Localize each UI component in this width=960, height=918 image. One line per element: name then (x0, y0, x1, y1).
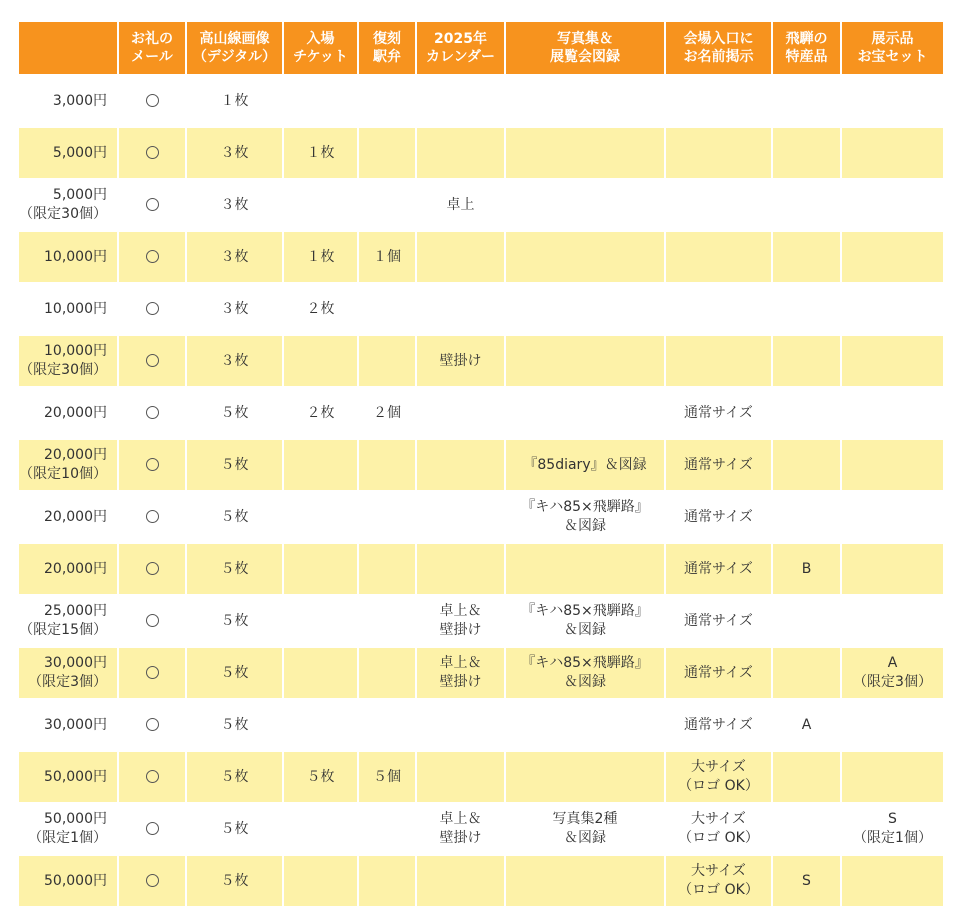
cell-specialty (773, 492, 840, 542)
cell-text: 通常サイズ (684, 508, 753, 525)
circle-mark-icon (146, 822, 159, 835)
header-photobook: 写真集＆ 展覧会図録 (506, 22, 664, 74)
cell-specialty (773, 804, 840, 854)
table-row (19, 648, 943, 698)
cell-text: 20,000円 (44, 560, 107, 577)
cell-text: 『キハ85×飛騨路』 ＆図録 (521, 499, 649, 534)
cell-photobook (506, 752, 664, 802)
cell-thanks-mail (119, 804, 185, 854)
cell-text: ３枚 (220, 196, 249, 213)
cell-specialty (773, 700, 840, 750)
cell-text: 20,000円 (44, 508, 107, 525)
cell-text: ５枚 (220, 716, 249, 733)
cell-specialty (773, 128, 840, 178)
cell-takayama-image (187, 128, 282, 178)
cell-name-display (666, 544, 771, 594)
cell-thanks-mail (119, 440, 185, 490)
header-treasure-set: 展示品 お宝セット (842, 22, 943, 74)
cell-text: 『キハ85×飛騨路』 ＆図録 (521, 655, 649, 690)
cell-specialty (773, 336, 840, 386)
cell-photobook (506, 232, 664, 282)
cell-text: 10,000円 (44, 248, 107, 265)
cell-specialty (773, 856, 840, 906)
cell-thanks-mail (119, 596, 185, 646)
cell-takayama-image (187, 336, 282, 386)
cell-treasure-set (842, 804, 943, 854)
reward-table-body (19, 76, 943, 906)
cell-text: 通常サイズ (684, 664, 753, 681)
cell-text: 『85diary』＆図録 (523, 456, 647, 473)
cell-name-display (666, 856, 771, 906)
cell-text: 5,000円 （限定30個） (19, 187, 107, 222)
cell-text: ２枚 (306, 300, 335, 317)
table-row (19, 596, 943, 646)
circle-mark-icon (146, 510, 159, 523)
table-row (19, 336, 943, 386)
circle-mark-icon (146, 614, 159, 627)
cell-price (19, 648, 117, 698)
cell-bento (359, 752, 415, 802)
cell-thanks-mail (119, 336, 185, 386)
cell-ticket (284, 284, 357, 334)
circle-mark-icon (146, 94, 159, 107)
cell-text: 卓上 (446, 196, 475, 213)
cell-text: １個 (373, 248, 401, 265)
cell-calendar (417, 856, 504, 906)
cell-text: 3,000円 (52, 92, 107, 109)
cell-treasure-set (842, 596, 943, 646)
cell-treasure-set (842, 752, 943, 802)
cell-text: ５枚 (220, 508, 249, 525)
cell-photobook (506, 544, 664, 594)
cell-ticket (284, 492, 357, 542)
cell-treasure-set (842, 700, 943, 750)
cell-calendar (417, 492, 504, 542)
cell-calendar (417, 752, 504, 802)
cell-ticket (284, 856, 357, 906)
cell-thanks-mail (119, 128, 185, 178)
table-row (19, 76, 943, 126)
cell-text: ５枚 (220, 612, 249, 629)
circle-mark-icon (146, 718, 159, 731)
cell-text: A （限定3個） (853, 655, 932, 690)
cell-specialty (773, 752, 840, 802)
cell-treasure-set (842, 492, 943, 542)
cell-text: 30,000円 （限定3個） (28, 655, 107, 690)
cell-bento (359, 180, 415, 230)
cell-text: 『キハ85×飛騨路』 ＆図録 (521, 603, 649, 638)
cell-takayama-image (187, 76, 282, 126)
cell-text: 通常サイズ (684, 716, 753, 733)
header-calendar: 2025年 カレンダー (417, 22, 504, 74)
table-row (19, 284, 943, 334)
circle-mark-icon (146, 250, 159, 263)
table-row (19, 128, 943, 178)
cell-text: 30,000円 (44, 716, 107, 733)
table-row (19, 544, 943, 594)
table-row (19, 180, 943, 230)
cell-calendar (417, 544, 504, 594)
circle-mark-icon (146, 146, 159, 159)
cell-price (19, 596, 117, 646)
cell-ticket (284, 128, 357, 178)
cell-text: 通常サイズ (684, 612, 753, 629)
cell-text: 壁掛け (439, 352, 482, 369)
cell-price (19, 440, 117, 490)
cell-photobook (506, 128, 664, 178)
cell-treasure-set (842, 336, 943, 386)
cell-text: B (801, 560, 812, 577)
table-row (19, 492, 943, 542)
cell-treasure-set (842, 440, 943, 490)
cell-takayama-image (187, 700, 282, 750)
cell-treasure-set (842, 128, 943, 178)
cell-text: ５枚 (220, 456, 249, 473)
cell-text: S （限定1個） (853, 811, 932, 846)
cell-price (19, 544, 117, 594)
table-row (19, 752, 943, 802)
cell-price (19, 284, 117, 334)
cell-thanks-mail (119, 752, 185, 802)
cell-takayama-image (187, 856, 282, 906)
cell-bento (359, 596, 415, 646)
cell-treasure-set (842, 388, 943, 438)
cell-text: 大サイズ （ロゴ OK） (678, 759, 759, 794)
cell-bento (359, 856, 415, 906)
cell-calendar (417, 388, 504, 438)
cell-text: 20,000円 （限定10個） (19, 447, 107, 482)
cell-ticket (284, 804, 357, 854)
cell-calendar (417, 804, 504, 854)
cell-treasure-set (842, 544, 943, 594)
cell-text: １枚 (220, 92, 249, 109)
cell-bento (359, 232, 415, 282)
cell-name-display (666, 440, 771, 490)
cell-treasure-set (842, 232, 943, 282)
cell-calendar (417, 648, 504, 698)
cell-thanks-mail (119, 284, 185, 334)
cell-thanks-mail (119, 492, 185, 542)
cell-price (19, 232, 117, 282)
table-row (19, 700, 943, 750)
cell-treasure-set (842, 284, 943, 334)
cell-bento (359, 284, 415, 334)
cell-price (19, 492, 117, 542)
cell-name-display (666, 804, 771, 854)
cell-text: 大サイズ （ロゴ OK） (678, 811, 759, 846)
circle-mark-icon (146, 562, 159, 575)
cell-specialty (773, 388, 840, 438)
cell-bento (359, 440, 415, 490)
cell-specialty (773, 284, 840, 334)
cell-bento (359, 128, 415, 178)
table-row (19, 232, 943, 282)
header-takayama-image: 高山線画像 （デジタル） (187, 22, 282, 74)
cell-price (19, 336, 117, 386)
cell-photobook (506, 804, 664, 854)
cell-specialty (773, 76, 840, 126)
cell-name-display (666, 388, 771, 438)
cell-photobook (506, 492, 664, 542)
cell-text: 25,000円 （限定15個） (19, 603, 107, 638)
cell-text: 大サイズ （ロゴ OK） (678, 863, 759, 898)
cell-bento (359, 700, 415, 750)
cell-calendar (417, 336, 504, 386)
cell-text: ２個 (373, 404, 401, 421)
cell-text: 50,000円 (44, 768, 107, 785)
cell-bento (359, 544, 415, 594)
cell-text: 10,000円 (44, 300, 107, 317)
cell-name-display (666, 76, 771, 126)
cell-text: ５枚 (220, 404, 249, 421)
cell-ticket (284, 336, 357, 386)
cell-treasure-set (842, 648, 943, 698)
circle-mark-icon (146, 354, 159, 367)
cell-text: ５個 (373, 768, 401, 785)
cell-takayama-image (187, 180, 282, 230)
reward-table (17, 20, 945, 908)
cell-price (19, 180, 117, 230)
header-specialty: 飛騨の 特産品 (773, 22, 840, 74)
cell-price (19, 700, 117, 750)
table-row (19, 856, 943, 906)
cell-ticket (284, 596, 357, 646)
cell-bento (359, 388, 415, 438)
cell-price (19, 76, 117, 126)
cell-calendar (417, 284, 504, 334)
cell-specialty (773, 180, 840, 230)
cell-ticket (284, 232, 357, 282)
cell-text: ３枚 (220, 300, 249, 317)
cell-thanks-mail (119, 544, 185, 594)
cell-name-display (666, 284, 771, 334)
cell-photobook (506, 180, 664, 230)
circle-mark-icon (146, 874, 159, 887)
cell-calendar (417, 440, 504, 490)
circle-mark-icon (146, 406, 159, 419)
cell-photobook (506, 440, 664, 490)
cell-takayama-image (187, 232, 282, 282)
cell-takayama-image (187, 596, 282, 646)
cell-text: S (802, 872, 811, 889)
header-row (19, 22, 943, 74)
cell-photobook (506, 388, 664, 438)
cell-name-display (666, 752, 771, 802)
cell-photobook (506, 596, 664, 646)
cell-thanks-mail (119, 232, 185, 282)
cell-ticket (284, 752, 357, 802)
cell-price (19, 388, 117, 438)
cell-price (19, 804, 117, 854)
header-price (19, 22, 117, 74)
cell-takayama-image (187, 648, 282, 698)
cell-price (19, 856, 117, 906)
cell-specialty (773, 648, 840, 698)
cell-photobook (506, 284, 664, 334)
cell-calendar (417, 76, 504, 126)
cell-text: ３枚 (220, 352, 249, 369)
cell-text: ３枚 (220, 144, 249, 161)
cell-text: ５枚 (220, 664, 249, 681)
cell-photobook (506, 856, 664, 906)
cell-text: 通常サイズ (684, 404, 753, 421)
cell-ticket (284, 76, 357, 126)
cell-specialty (773, 544, 840, 594)
cell-name-display (666, 180, 771, 230)
cell-text: 卓上＆ 壁掛け (439, 811, 482, 846)
cell-text: ５枚 (220, 820, 249, 837)
cell-specialty (773, 596, 840, 646)
cell-specialty (773, 232, 840, 282)
cell-thanks-mail (119, 388, 185, 438)
cell-text: １枚 (306, 248, 335, 265)
cell-text: ２枚 (306, 404, 335, 421)
cell-text: 50,000円 (44, 872, 107, 889)
cell-takayama-image (187, 388, 282, 438)
cell-ticket (284, 388, 357, 438)
cell-ticket (284, 544, 357, 594)
cell-name-display (666, 700, 771, 750)
cell-name-display (666, 128, 771, 178)
cell-price (19, 128, 117, 178)
cell-text: 50,000円 （限定1個） (28, 811, 107, 846)
cell-bento (359, 336, 415, 386)
cell-photobook (506, 76, 664, 126)
table-row (19, 440, 943, 490)
cell-thanks-mail (119, 648, 185, 698)
cell-calendar (417, 180, 504, 230)
cell-thanks-mail (119, 180, 185, 230)
cell-text: 通常サイズ (684, 456, 753, 473)
cell-name-display (666, 596, 771, 646)
cell-calendar (417, 232, 504, 282)
header-thanks-mail: お礼の メール (119, 22, 185, 74)
cell-text: ５枚 (220, 560, 249, 577)
header-ticket: 入場 チケット (284, 22, 357, 74)
cell-photobook (506, 648, 664, 698)
table-row (19, 804, 943, 854)
cell-takayama-image (187, 440, 282, 490)
cell-bento (359, 76, 415, 126)
cell-text: 通常サイズ (684, 560, 753, 577)
cell-price (19, 752, 117, 802)
cell-name-display (666, 492, 771, 542)
cell-text: A (801, 716, 812, 733)
cell-bento (359, 648, 415, 698)
cell-text: 20,000円 (44, 404, 107, 421)
cell-name-display (666, 336, 771, 386)
cell-name-display (666, 232, 771, 282)
cell-text: ５枚 (220, 768, 249, 785)
cell-bento (359, 492, 415, 542)
cell-photobook (506, 336, 664, 386)
cell-name-display (666, 648, 771, 698)
cell-text: ５枚 (306, 768, 335, 785)
cell-ticket (284, 700, 357, 750)
cell-photobook (506, 700, 664, 750)
circle-mark-icon (146, 458, 159, 471)
cell-calendar (417, 596, 504, 646)
cell-takayama-image (187, 544, 282, 594)
cell-takayama-image (187, 492, 282, 542)
circle-mark-icon (146, 666, 159, 679)
cell-takayama-image (187, 284, 282, 334)
cell-specialty (773, 440, 840, 490)
cell-calendar (417, 700, 504, 750)
cell-text: 写真集2種 ＆図録 (552, 811, 618, 846)
table-row (19, 388, 943, 438)
cell-thanks-mail (119, 76, 185, 126)
cell-text: 卓上＆ 壁掛け (439, 655, 482, 690)
cell-takayama-image (187, 804, 282, 854)
cell-thanks-mail (119, 856, 185, 906)
cell-treasure-set (842, 76, 943, 126)
cell-treasure-set (842, 856, 943, 906)
cell-takayama-image (187, 752, 282, 802)
cell-text: 5,000円 (52, 144, 107, 161)
circle-mark-icon (146, 198, 159, 211)
cell-text: ５枚 (220, 872, 249, 889)
cell-thanks-mail (119, 700, 185, 750)
cell-ticket (284, 648, 357, 698)
header-name-display: 会場入口に お名前掲示 (666, 22, 771, 74)
cell-text: ３枚 (220, 248, 249, 265)
circle-mark-icon (146, 302, 159, 315)
cell-bento (359, 804, 415, 854)
circle-mark-icon (146, 770, 159, 783)
header-bento: 復刻 駅弁 (359, 22, 415, 74)
cell-ticket (284, 440, 357, 490)
cell-text: 10,000円 （限定30個） (19, 343, 107, 378)
reward-table-container (17, 20, 945, 908)
cell-text: １枚 (306, 144, 335, 161)
cell-treasure-set (842, 180, 943, 230)
cell-ticket (284, 180, 357, 230)
cell-text: 卓上＆ 壁掛け (439, 603, 482, 638)
cell-calendar (417, 128, 504, 178)
